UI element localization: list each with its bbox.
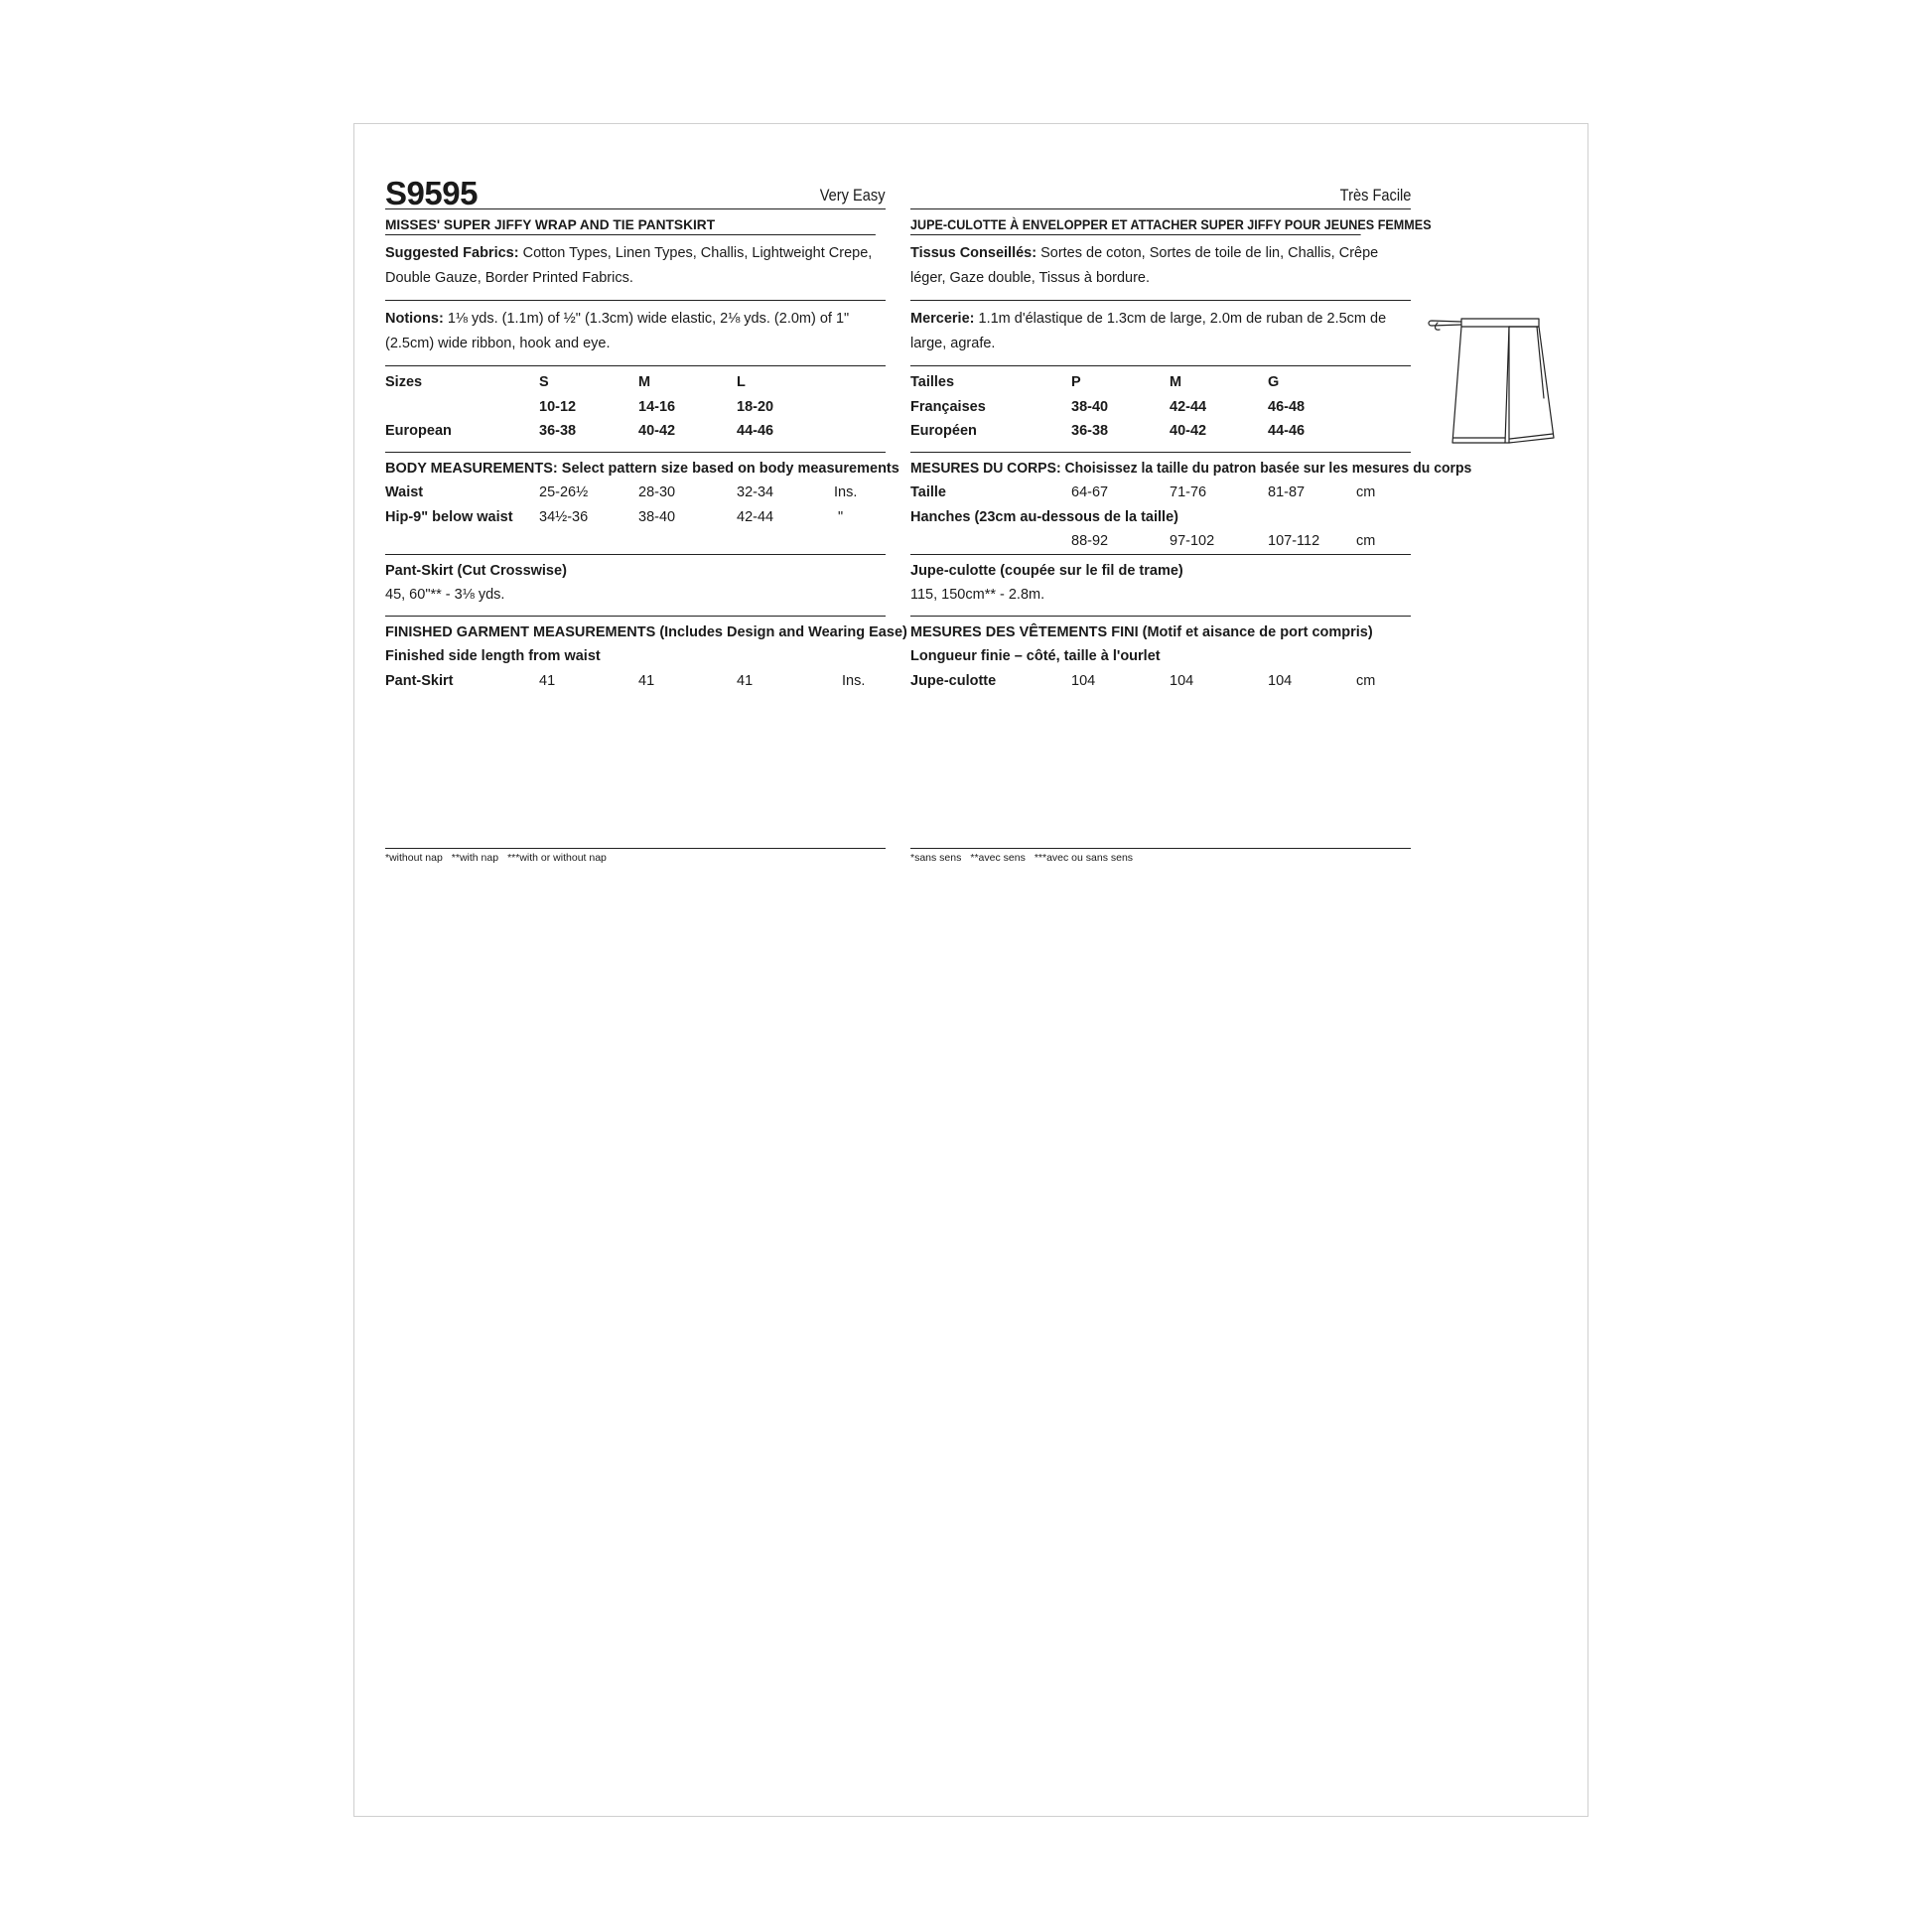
pattern-title: JUPE-CULOTTE À ENVELOPPER ET ATTACHER SUPER JIFFY POUR JEUNES FEMMES bbox=[910, 209, 1361, 235]
footnotes bbox=[910, 848, 1411, 864]
section-heading: MESURES DES VÊTEMENTS FINI (Motif et aisance de port compris) bbox=[910, 623, 1373, 640]
notions-text: 1⅛ yds. (1.1m) of ½" (1.3cm) wide elastic, 2⅛ yds. (2.0m) of 1" (2.5cm) wide ribbon, hook and eye. bbox=[385, 311, 850, 351]
section-heading: Jupe-culotte (coupée sur le fil de trame) bbox=[910, 562, 1183, 579]
size-cell: 36-38 bbox=[539, 423, 577, 439]
measure-cell: 32-34 bbox=[737, 484, 774, 500]
fabrics-section bbox=[385, 235, 886, 301]
size-cell: 10-12 bbox=[539, 398, 577, 415]
table-row bbox=[385, 419, 886, 444]
section-heading: Pant-Skirt (Cut Crosswise) bbox=[385, 562, 567, 579]
fabrics-label: Tissus Conseillés: bbox=[910, 245, 1037, 261]
header-row bbox=[910, 173, 1411, 209]
row-label: European bbox=[385, 423, 452, 439]
pantskirt-technical-drawing-icon bbox=[1418, 311, 1555, 450]
table-row bbox=[910, 419, 1411, 444]
row-label: Taille bbox=[910, 484, 946, 500]
size-cell: M bbox=[1170, 374, 1182, 390]
unit-cell: cm bbox=[1356, 484, 1376, 500]
footnote: ***avec ou sans sens bbox=[1034, 852, 1134, 864]
difficulty-level: Very Easy bbox=[820, 186, 886, 205]
unit-cell: Ins. bbox=[834, 484, 858, 500]
measure-cell: 25-26½ bbox=[539, 484, 589, 500]
measure-cell: 42-44 bbox=[737, 508, 774, 525]
difficulty-level: Très Facile bbox=[1339, 186, 1411, 205]
section-heading: BODY MEASUREMENTS: Select pattern size based on body measurements bbox=[385, 460, 899, 477]
measure-cell: 41 bbox=[638, 672, 655, 689]
fabrics-text: Sortes de coton, Sortes de toile de lin, Challis, Crêpe léger, Gaze double, Tissus à bordure. bbox=[910, 245, 1379, 286]
measure-cell: 34½-36 bbox=[539, 508, 589, 525]
size-cell: 40-42 bbox=[638, 423, 676, 439]
sizes-label: Tailles bbox=[910, 374, 955, 390]
table-row bbox=[385, 395, 886, 420]
size-cell: 42-44 bbox=[1170, 398, 1207, 415]
sizes-label: Sizes bbox=[385, 374, 423, 390]
table-row bbox=[910, 370, 1411, 395]
size-cell: 44-46 bbox=[1268, 423, 1306, 439]
unit-cell: " bbox=[838, 508, 844, 525]
measure-cell: 97-102 bbox=[1170, 533, 1215, 549]
unit-cell: cm bbox=[1356, 533, 1376, 549]
notions-label: Mercerie: bbox=[910, 311, 975, 327]
row-label: Jupe-culotte bbox=[910, 672, 997, 689]
measure-cell: 41 bbox=[539, 672, 556, 689]
table-row bbox=[385, 370, 886, 395]
hip-label: Hanches (23cm au-dessous de la taille) bbox=[910, 508, 1178, 525]
row-label: Pant-Skirt bbox=[385, 672, 454, 689]
size-cell: L bbox=[737, 374, 746, 390]
size-cell: 36-38 bbox=[1071, 423, 1109, 439]
measure-cell: 38-40 bbox=[638, 508, 676, 525]
table-row bbox=[385, 505, 886, 530]
notions-label: Notions: bbox=[385, 311, 444, 327]
finished-measurements-section bbox=[385, 617, 907, 702]
footnotes bbox=[385, 848, 886, 864]
english-column bbox=[385, 173, 907, 701]
size-cell: G bbox=[1268, 374, 1280, 390]
footnote: **with nap bbox=[451, 852, 499, 864]
measure-cell: 81-87 bbox=[1268, 484, 1306, 500]
footnote: *without nap bbox=[385, 852, 443, 864]
body-measurements-table bbox=[910, 453, 1472, 555]
size-cell: 38-40 bbox=[1071, 398, 1109, 415]
notions-section bbox=[910, 301, 1411, 366]
size-cell: 46-48 bbox=[1268, 398, 1306, 415]
body-measurements-table bbox=[385, 453, 899, 555]
pattern-title: MISSES' SUPER JIFFY WRAP AND TIE PANTSKIRT bbox=[385, 209, 876, 235]
unit-cell: cm bbox=[1356, 672, 1376, 689]
section-heading: MESURES DU CORPS: Choisissez la taille du patron basée sur les mesures du corps bbox=[910, 460, 1472, 477]
measure-cell: 104 bbox=[1071, 672, 1096, 689]
fabrics-label: Suggested Fabrics: bbox=[385, 245, 519, 261]
row-label: Hip-9" below waist bbox=[385, 508, 513, 525]
table-row bbox=[385, 481, 886, 505]
header-row bbox=[385, 173, 886, 209]
footnote: **avec sens bbox=[970, 852, 1026, 864]
size-cell: S bbox=[539, 374, 549, 390]
yardage-text: 115, 150cm** - 2.8m. bbox=[910, 587, 1045, 603]
measure-cell: 41 bbox=[737, 672, 754, 689]
size-cell: 44-46 bbox=[737, 423, 774, 439]
size-cell: 14-16 bbox=[638, 398, 676, 415]
footnote: ***with or without nap bbox=[507, 852, 607, 864]
sizes-table bbox=[385, 366, 886, 453]
size-cell: P bbox=[1071, 374, 1081, 390]
row-label: Waist bbox=[385, 484, 424, 500]
size-cell: M bbox=[638, 374, 651, 390]
table-row bbox=[385, 669, 886, 694]
measure-cell: 104 bbox=[1268, 672, 1293, 689]
measure-cell: 71-76 bbox=[1170, 484, 1207, 500]
notions-section bbox=[385, 301, 886, 366]
measure-cell: 107-112 bbox=[1268, 533, 1320, 549]
fabrics-text: Cotton Types, Linen Types, Challis, Lightweight Crepe, Double Gauze, Border Printed Fabrics. bbox=[385, 245, 873, 286]
table-row bbox=[910, 529, 1411, 554]
table-row bbox=[910, 395, 1411, 420]
yardage-section bbox=[910, 555, 1411, 617]
size-cell: 18-20 bbox=[737, 398, 774, 415]
table-row bbox=[910, 669, 1411, 694]
section-heading: FINISHED GARMENT MEASUREMENTS (Includes Design and Wearing Ease) bbox=[385, 623, 907, 640]
unit-cell: Ins. bbox=[842, 672, 866, 689]
table-row bbox=[910, 481, 1411, 505]
size-cell: 40-42 bbox=[1170, 423, 1207, 439]
row-label: Françaises bbox=[910, 398, 986, 415]
row-label: Européen bbox=[910, 423, 977, 439]
yardage-section bbox=[385, 555, 886, 617]
sizes-table bbox=[910, 366, 1411, 453]
pattern-code: S9595 bbox=[385, 175, 478, 211]
french-column bbox=[910, 173, 1472, 701]
footnote: *sans sens bbox=[910, 852, 962, 864]
measure-cell: 28-30 bbox=[638, 484, 676, 500]
measure-cell: 88-92 bbox=[1071, 533, 1109, 549]
fabrics-section bbox=[910, 235, 1411, 301]
finished-measurements-section bbox=[910, 617, 1411, 702]
sub-heading: Finished side length from waist bbox=[385, 648, 601, 664]
notions-text: 1.1m d'élastique de 1.3cm de large, 2.0m de ruban de 2.5cm de large, agrafe. bbox=[910, 311, 1387, 351]
sub-heading: Longueur finie – côté, taille à l'ourlet bbox=[910, 648, 1161, 664]
measure-cell: 64-67 bbox=[1071, 484, 1109, 500]
yardage-text: 45, 60"** - 3⅛ yds. bbox=[385, 587, 505, 603]
measure-cell: 104 bbox=[1170, 672, 1194, 689]
